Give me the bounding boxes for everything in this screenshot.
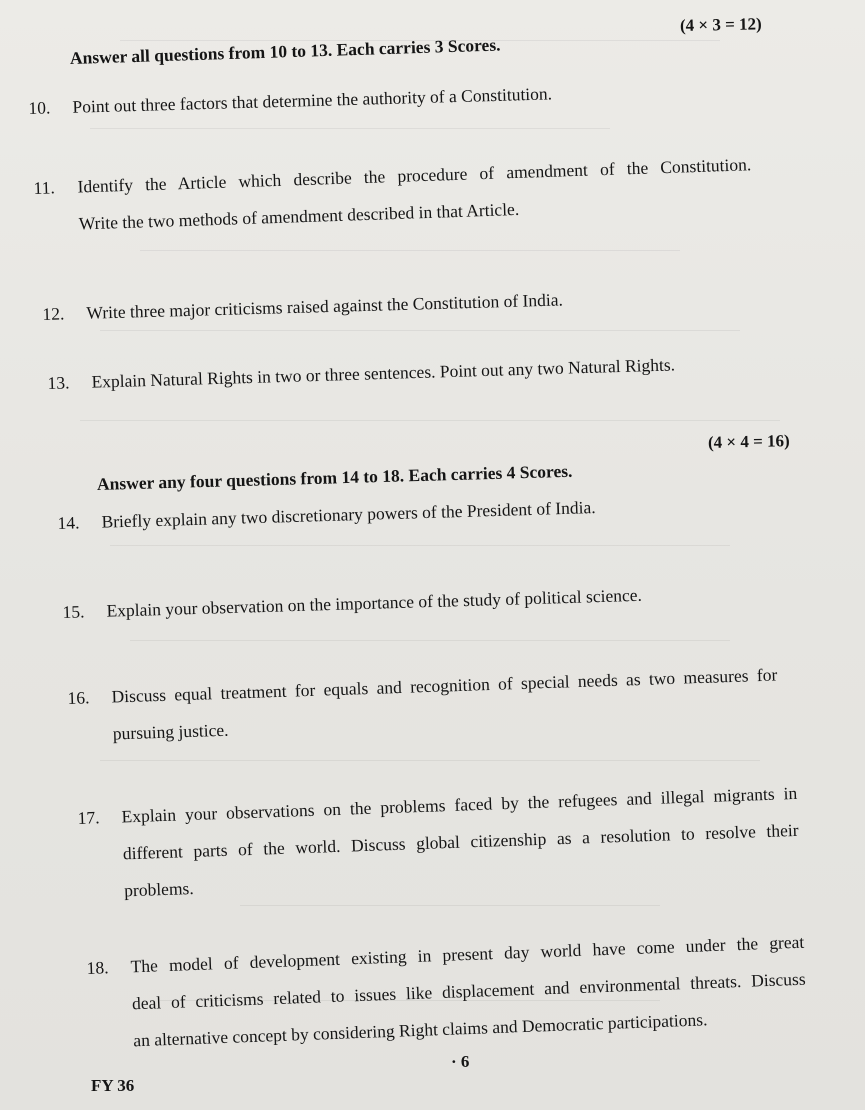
question-number: 17. (77, 807, 100, 828)
question-text-line: deal of criticisms related to issues like displacement and environmental threats. Discuss (131, 968, 806, 1014)
question-15 (62, 573, 763, 631)
question-text-line: The model of development existing in present day world have come under the great (130, 931, 805, 977)
question-11 (33, 146, 753, 244)
question-16 (67, 656, 779, 753)
question-text-line: Point out three factors that determine the authority of a Constitution. (72, 83, 553, 117)
question-text-line: Identify the Article which describe the procedure of amendment of the Constitution. (77, 154, 752, 197)
question-text-line: Explain your observation on the importance of the study of political science. (106, 584, 643, 621)
question-number: 15. (62, 601, 85, 622)
page-number: · 6 (451, 1052, 470, 1071)
question-number: 16. (67, 687, 90, 708)
section-a-marks: (4 × 3 = 12) (679, 14, 762, 35)
question-text-line: pursuing justice. (112, 719, 229, 744)
paper-code: FY 36 (91, 1076, 135, 1095)
question-18 (86, 924, 808, 1061)
question-13 (47, 343, 788, 402)
question-17 (77, 775, 800, 911)
question-number: 12. (42, 303, 65, 324)
question-number: 11. (33, 177, 56, 198)
question-text-line: Discuss equal treatment for equals and recognition of special needs as two measures for (111, 664, 778, 707)
section-b-instruction: Answer any four questions from 14 to 18. Each carries 4 Scores. (96, 460, 573, 494)
section-b-marks: (4 × 4 = 16) (707, 431, 790, 452)
question-text-line: Write the two methods of amendment described in that Article. (78, 198, 520, 234)
question-10 (28, 70, 729, 127)
question-text-line: different parts of the world. Discuss global citizenship as a resolution to resolve their (122, 819, 799, 864)
question-text-line: Explain your observations on the problems faced by the refugees and illegal migrants in (121, 782, 798, 827)
question-text-line: problems. (123, 877, 195, 901)
question-text-line: Explain Natural Rights in two or three sentences. Point out any two Natural Rights. (91, 354, 676, 392)
question-number: 10. (28, 97, 51, 118)
question-text-line: Write three major criticisms raised against the Constitution of India. (86, 289, 564, 323)
question-text-line: Briefly explain any two discretionary powers of the President of India. (101, 497, 596, 532)
question-12 (42, 278, 703, 333)
question-14 (57, 485, 738, 542)
question-text-line: an alternative concept by considering Right claims and Democratic participations. (132, 1009, 708, 1051)
section-a-instruction: Answer all questions from 10 to 13. Each carries 3 Scores. (69, 34, 501, 68)
question-number: 18. (86, 957, 109, 978)
question-number: 13. (47, 372, 70, 393)
question-number: 14. (57, 512, 80, 533)
